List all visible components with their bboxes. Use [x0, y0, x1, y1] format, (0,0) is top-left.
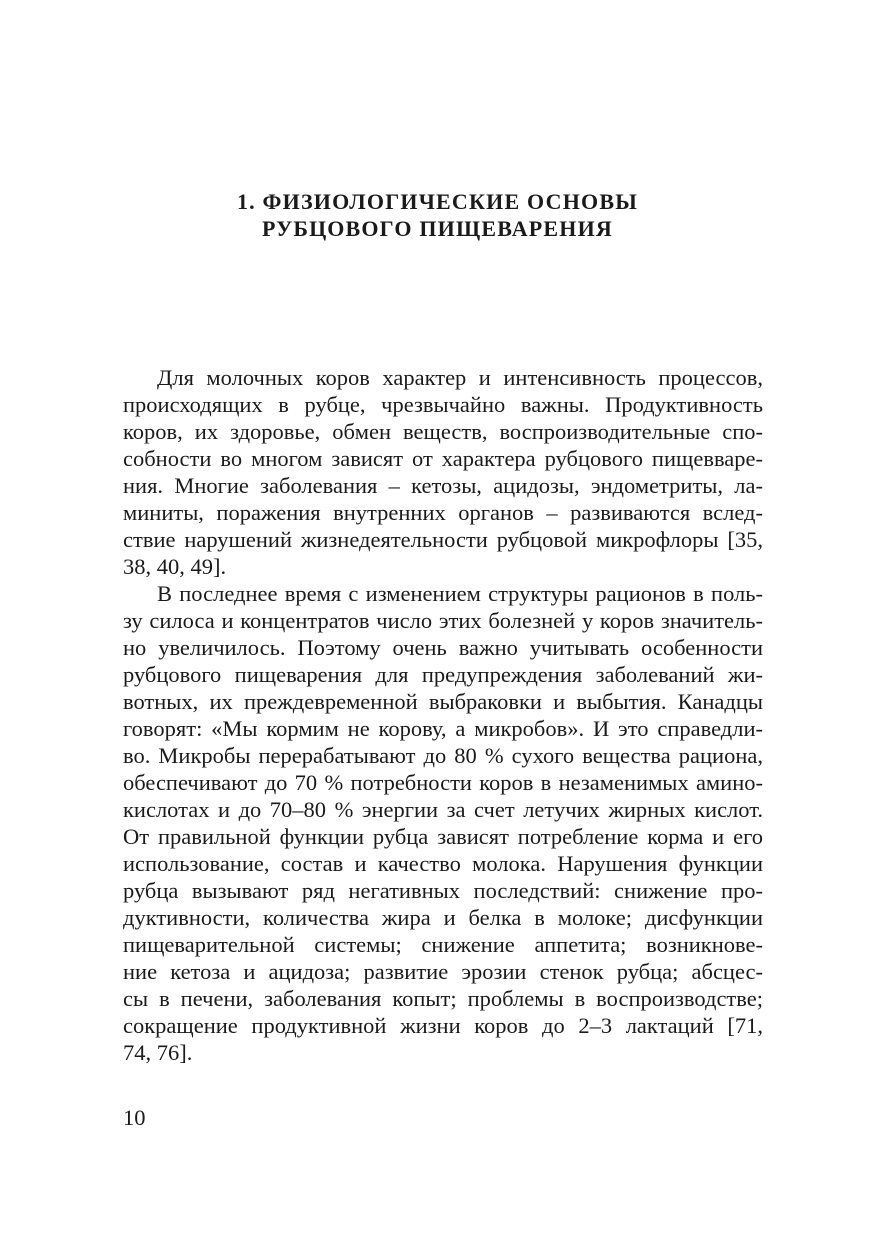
text-line: во. Микробы перерабатывают до 80 % сухого вещества рациона, — [123, 743, 763, 768]
text-line: От правильной функции рубца зависят потребление корма и его — [123, 824, 763, 849]
text-line: говорят: «Мы кормим не корову, а микробов». И это справедли- — [123, 716, 763, 741]
text-line: дуктивности, количества жира и белка в молоке; дисфункции — [123, 905, 763, 930]
text-line: 74, 76]. — [123, 1040, 193, 1065]
text-line: использование, состав и качество молока. Нарушения функции — [123, 851, 763, 876]
text-line: собности во многом зависят от характера рубцового пищевваре- — [123, 446, 763, 471]
text-line: пищеварительной системы; снижение аппетита; возникнове- — [123, 932, 763, 957]
chapter-title-line-2: РУБЦОВОГО ПИЩЕВАРЕНИЯ — [261, 216, 614, 241]
chapter-title — [0, 188, 875, 242]
text-line: Для молочных коров характер и интенсивность процессов, — [157, 365, 763, 390]
paragraph-1 — [123, 364, 763, 580]
chapter-title-line-1: 1. ФИЗИОЛОГИЧЕСКИЕ ОСНОВЫ — [236, 189, 639, 214]
text-line: коров, их здоровье, обмен веществ, воспроизводительные спо- — [123, 419, 763, 444]
text-line: сы в печени, заболевания копыт; проблемы в воспроизводстве; — [123, 986, 763, 1011]
text-line: 38, 40, 49]. — [123, 554, 227, 579]
body-text — [123, 364, 763, 1066]
text-line: обеспечивают до 70 % потребности коров в незаменимых амино- — [123, 770, 763, 795]
text-line: ния. Многие заболевания – кетозы, ацидозы, эндометриты, ла- — [123, 473, 763, 498]
text-line: зу силоса и концентратов число этих болезней у коров значитель- — [123, 608, 763, 633]
text-line: ние кетоза и ацидоза; развитие эрозии стенок рубца; абсцес- — [123, 959, 763, 984]
text-line: но увеличилось. Поэтому очень важно учитывать особенности — [123, 635, 763, 660]
text-line: рубца вызывают ряд негативных последствий: снижение про- — [123, 878, 763, 903]
text-line: сокращение продуктивной жизни коров до 2–3 лактаций [71, — [123, 1013, 763, 1038]
text-line: рубцового пищеварения для предупреждения заболеваний жи- — [123, 662, 763, 687]
text-line: миниты, поражения внутренних органов – развиваются вслед- — [123, 500, 763, 525]
text-line: ствие нарушений жизнедеятельности рубцовой микрофлоры [35, — [123, 527, 763, 552]
paragraph-2 — [123, 580, 763, 1066]
text-line: происходящих в рубце, чрезвычайно важны. Продуктивность — [123, 392, 763, 417]
text-line: вотных, их преждевременной выбраковки и выбытия. Канадцы — [123, 689, 763, 714]
text-line: В последнее время с изменением структуры рационов в поль- — [157, 581, 763, 606]
page-number: 10 — [123, 1105, 146, 1130]
text-line: кислотах и до 70–80 % энергии за счет летучих жирных кислот. — [123, 797, 763, 822]
